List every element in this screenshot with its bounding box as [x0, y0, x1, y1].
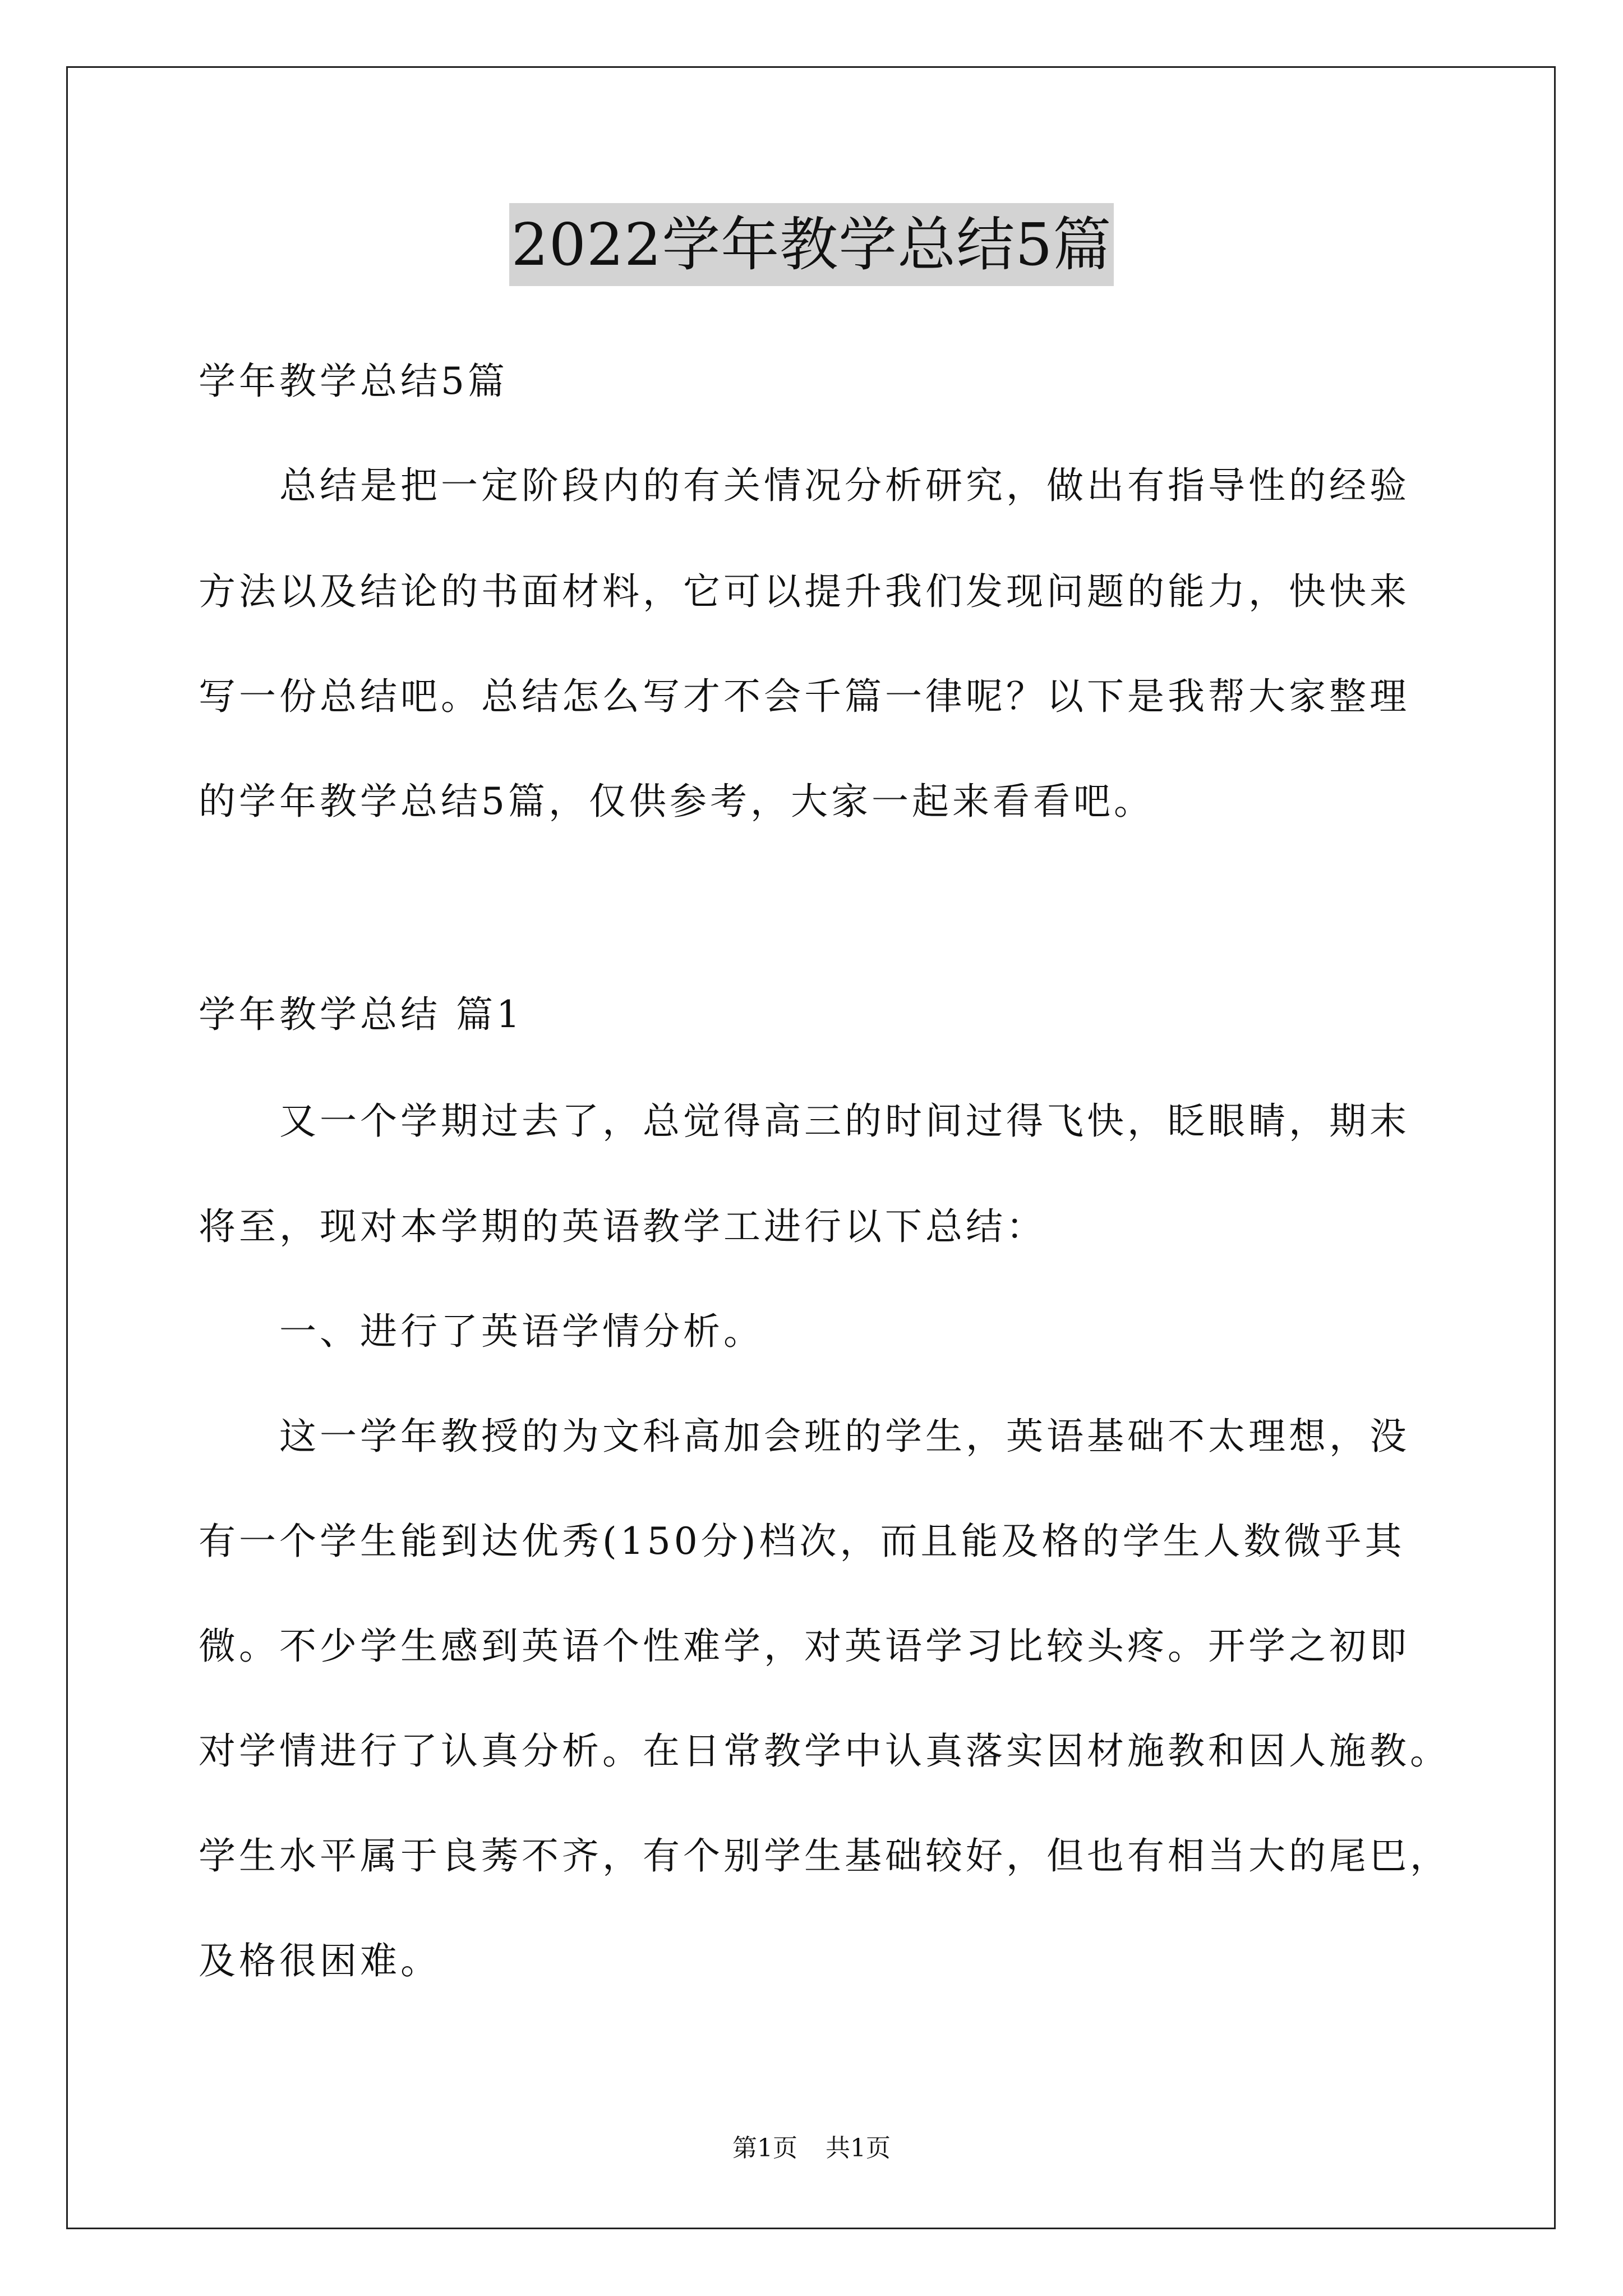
subtitle-line: 学年教学总结5篇: [199, 360, 508, 403]
title-area: [0, 203, 1623, 286]
body-line-2: 将至，现对本学期的英语教学工进行以下总结：: [199, 1205, 1046, 1248]
section-heading: 学年教学总结 篇1: [199, 993, 523, 1036]
page-number-total: 共1页: [826, 2134, 891, 2162]
body-line-5: 微。不少学生感到英语个性难学，对英语学习比较头疼。开学之初即: [199, 1625, 1410, 1668]
subheading-line: 一、进行了英语学情分析。: [279, 1310, 764, 1353]
page-number-current: 第1页: [732, 2134, 797, 2162]
intro-line-3: 写一份总结吧。总结怎么写才不会千篇一律呢？以下是我帮大家整理: [199, 675, 1410, 718]
body-line-6: 对学情进行了认真分析。在日常教学中认真落实因材施教和因人施教。: [199, 1729, 1450, 1773]
body-line-3: 这一学年教授的为文科高加会班的学生，英语基础不太理想，没: [279, 1415, 1410, 1458]
document-title: 2022学年教学总结5篇: [509, 203, 1114, 286]
page-footer: [0, 2132, 1623, 2165]
body-line-8: 及格很困难。: [199, 1939, 441, 1982]
intro-line-2: 方法以及结论的书面材料，它可以提升我们发现问题的能力，快快来: [199, 570, 1410, 613]
body-line-4: 有一个学生能到达优秀(150分)档次，而且能及格的学生人数微乎其: [199, 1520, 1405, 1563]
body-line-7: 学生水平属于良莠不齐，有个别学生基础较好，但也有相当大的尾巴，: [199, 1834, 1450, 1878]
intro-line-4: 的学年教学总结5篇，仅供参考，大家一起来看看吧。: [199, 780, 1154, 823]
body-line-1: 又一个学期过去了，总觉得高三的时间过得飞快，眨眼睛，期末: [279, 1099, 1410, 1143]
intro-line-1: 总结是把一定阶段内的有关情况分析研究，做出有指导性的经验: [279, 464, 1410, 507]
